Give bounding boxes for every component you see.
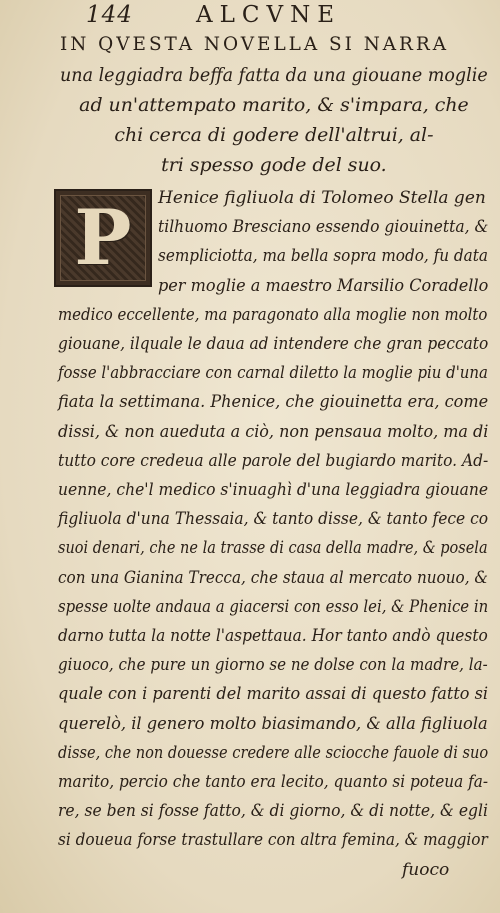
page-number: 144 bbox=[86, 2, 133, 28]
title-line: IN QVESTA NOVELLA SI NARRA bbox=[60, 34, 450, 55]
catchword: fuoco bbox=[402, 859, 450, 880]
body-line: si doueua forse trastullare con altra femina, & maggior bbox=[58, 830, 488, 851]
title-line: chi cerca di godere dell'altrui, al- bbox=[114, 124, 434, 146]
body-line: re, se ben si fosse fatto, & di giorno, & di notte, & egli bbox=[58, 801, 488, 822]
body-line: giouane, ilquale le daua ad intendere che gran peccato bbox=[58, 334, 489, 354]
body-line: tutto core credeua alle parole del bugiardo marito. Ad- bbox=[58, 450, 489, 471]
body-line: spesse uolte andaua a giacersi con esso lei, & Phenice in bbox=[58, 596, 489, 617]
body-line: fosse l'abbracciare con carnal diletto la moglie piu d'una bbox=[58, 363, 488, 384]
initial-letter: P bbox=[74, 193, 132, 282]
decorated-initial bbox=[54, 189, 152, 287]
body-line: darno tutta la notte l'aspettaua. Hor tanto andò questo bbox=[58, 626, 488, 646]
body-line: querelò, il genero molto biasimando, & alla figliuola bbox=[58, 713, 488, 734]
body-line: quale con i parenti del marito assai di questo fatto si bbox=[58, 684, 488, 705]
novella-title bbox=[60, 30, 490, 180]
body-line: Henice figliuola di Tolomeo Stella gen bbox=[158, 188, 486, 208]
page-header bbox=[86, 2, 486, 28]
body-line: giuoco, che pure un giorno se ne dolse con la madre, la- bbox=[58, 655, 488, 676]
running-head: ALCVNE bbox=[196, 2, 342, 28]
body-line: dissi, & non aueduta a ciò, non pensaua molto, ma di bbox=[58, 421, 489, 442]
body-line: tilhuomo Bresciano essendo giouinetta, & bbox=[158, 217, 489, 238]
body-line: suoi denari, che ne la trasse di casa della madre, & posela bbox=[58, 538, 488, 559]
body-line: fiata la settimana. Phenice, che giouinetta era, come bbox=[58, 392, 489, 413]
body-line: uenne, che'l medico s'inuaghì d'una leggiadra giouane bbox=[58, 480, 489, 500]
body-line: figliuola d'una Thessaia, & tanto disse, & tanto fece co bbox=[58, 509, 489, 530]
body-line: medico eccellente, ma paragonato alla moglie non molto bbox=[58, 304, 488, 325]
title-line: una leggiadra beffa fatta da una giouane moglie bbox=[60, 64, 488, 86]
body-line: per moglie a maestro Marsilio Coradello bbox=[158, 275, 489, 296]
body-line: marito, percio che tanto era lecito, quanto si poteua fa- bbox=[58, 772, 489, 792]
body-line: sempliciotta, ma bella sopra modo, fu data bbox=[158, 246, 488, 267]
body-line: con una Gianina Trecca, che staua al mercato nuouo, & bbox=[58, 567, 488, 588]
title-line: tri spesso gode del suo. bbox=[161, 154, 387, 176]
title-line: ad un'attempato marito, & s'impara, che bbox=[79, 94, 469, 116]
body-line: disse, che non douesse credere alle sciocche fauole di suo bbox=[58, 742, 489, 763]
